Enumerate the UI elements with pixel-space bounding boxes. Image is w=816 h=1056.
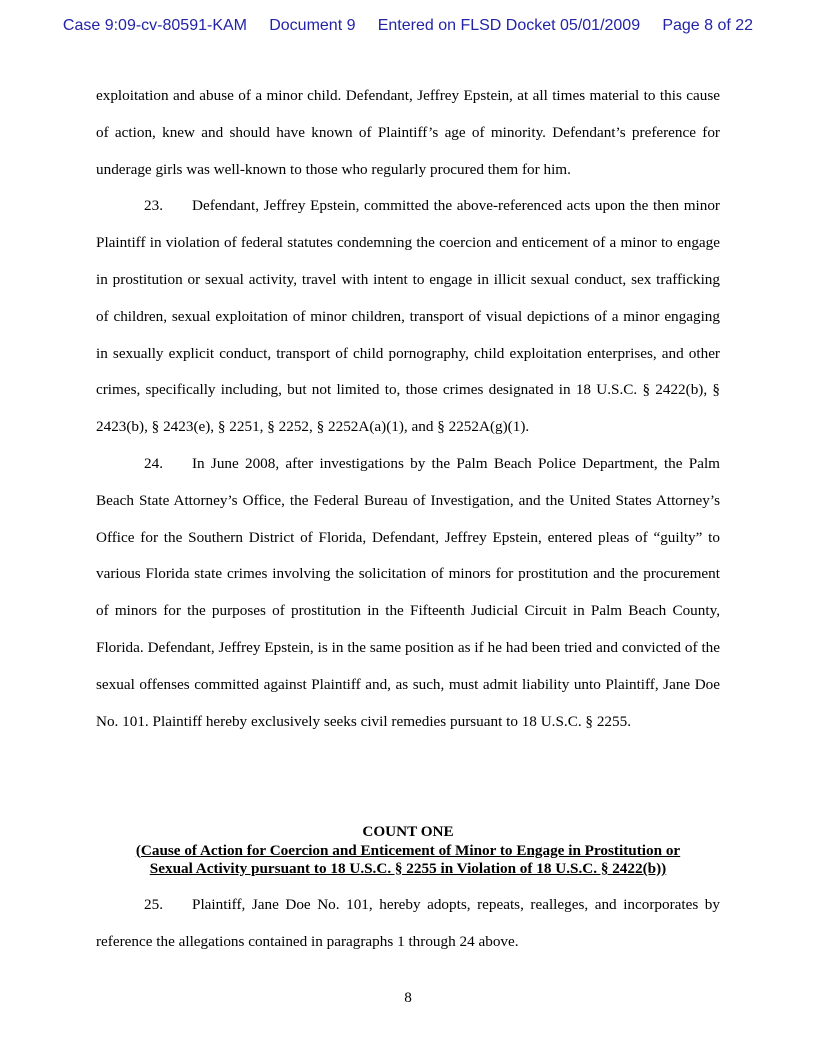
paragraph-23 (96, 188, 720, 446)
paragraph-number: 23. (144, 197, 163, 215)
paragraph-text: In June 2008, after investigations by the Palm Beach Police Department, the Palm Beach State Attorney’s Office, the Federal Bureau of Investigation, and the United States Attorney’s Office for the Southern District of Florida, Defendant, Jeffrey Epstein, entered pleas of “guilty” to various Florida state crimes involving the solicitation of minors for prostitution and the procurement of minors for the purposes of prostitution in the Fifteenth Judicial Circuit in Palm Beach County, Florida. Defendant, Jeffrey Epstein, is in the same position as if he had been tried and convicted of the sexual offenses committed against Plaintiff and, as such, must admit liability unto Plaintiff, Jane Doe No. 101. Plaintiff hereby exclusively seeks civil remedies pursuant to 18 U.S.C. § 2255. (96, 454, 720, 730)
paragraph-text: Plaintiff, Jane Doe No. 101, hereby adopts, repeats, realleges, and incorporates by reference the allegations contained in paragraphs 1 through 24 above. (96, 896, 720, 950)
page-number: 8 (404, 989, 412, 1006)
document-body (96, 78, 720, 740)
count-subtitle-line-1: (Cause of Action for Coercion and Enticement of Minor to Engage in Prostitution or (135, 841, 681, 859)
continued-paragraph: exploitation and abuse of a minor child. Defendant, Jeffrey Epstein, at all times material to this cause of action, knew and should have known of Plaintiff’s age of minority. Defendant’s preference for underage girls was well-known to those who regularly procured them for him. (96, 87, 720, 178)
paragraph-25 (96, 887, 720, 961)
paragraph-24 (96, 446, 720, 740)
count-subtitle-line-2: Sexual Activity pursuant to 18 U.S.C. § 2255 in Violation of 18 U.S.C. § 2422(b)) (149, 860, 667, 877)
paragraph-number: 24. (144, 454, 163, 472)
count-title: COUNT ONE (362, 823, 454, 840)
docket-stamp: Case 9:09-cv-80591-KAM Document 9 Entered on FLSD Docket 05/01/2009 Page 8 of 22 (62, 17, 754, 34)
count-heading (96, 823, 720, 879)
document-body-continued (96, 887, 720, 961)
paragraph-number: 25. (144, 896, 163, 913)
paragraph-text: Defendant, Jeffrey Epstein, committed the above-referenced acts upon the then minor Plaintiff in violation of federal statutes condemning the coercion and enticement of a minor to engage in prostitution or sexual activity, travel with intent to engage in illicit sexual conduct, sex trafficking of children, sexual exploitation of minor children, transport of visual depictions of a minor engaging in sexually explicit conduct, transport of child pornography, child exploitation enterprises, and other crimes, specifically including, but not limited to, those crimes designated in 18 U.S.C. § 2422(b), § 2423(b), § 2423(e), § 2251, § 2252, § 2252A(a)(1), and § 2252A(g)(1). (96, 197, 720, 436)
